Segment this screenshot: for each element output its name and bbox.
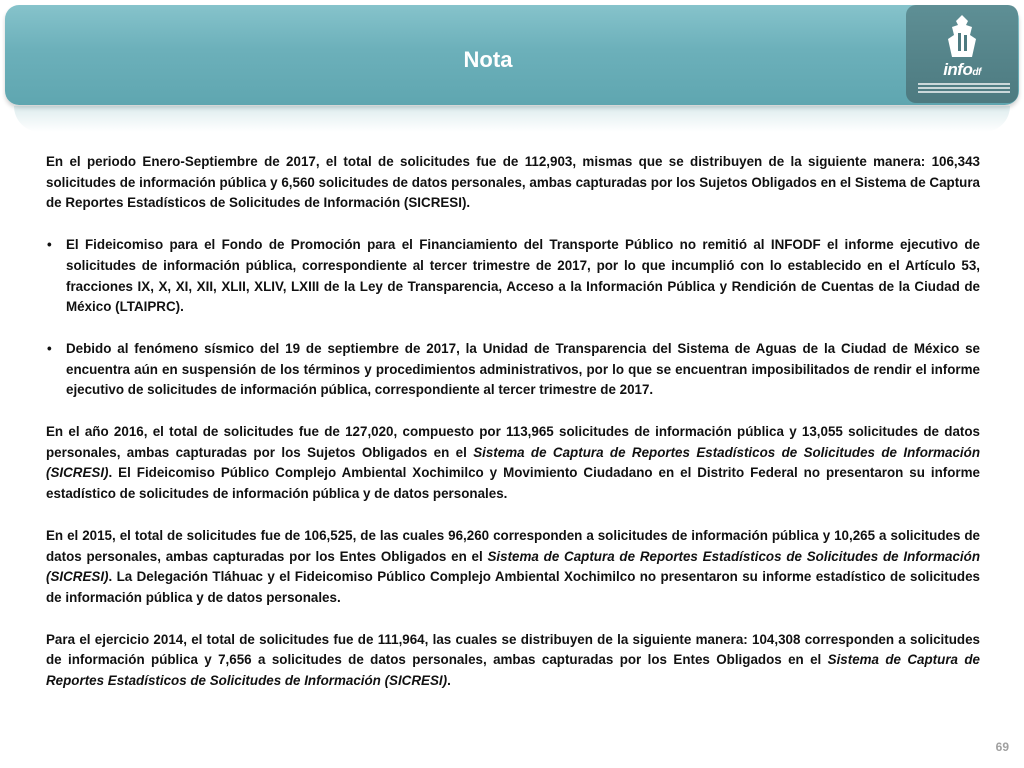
bullet-item: • Debido al fenómeno sísmico del 19 de septiembre de 2017, la Unidad de Transparencia del Sistema de Aguas de la Ciudad de México se encuentra aún en suspensión de los términos y procedimientos administrativos, por lo que se encuentran imposibilitados de rendir el informe ejecutivo de solicitudes de información pública, correspondiente al tercer trimestre de 2017. (46, 339, 980, 401)
bullet-list (46, 235, 980, 401)
note-content (46, 152, 980, 713)
page-title: Nota (463, 47, 513, 72)
intro-paragraph: En el periodo Enero-Septiembre de 2017, el total de solicitudes fue de 112,903, mismas que se distribuyen de la siguiente manera: 106,343 solicitudes de información pública y 6,560 solicitudes de datos personales, ambas capturadas por los Sujetos Obligados en el Sistema de Captura de Reportes Estadísticos de Solicitudes de Información (SICRESI). (46, 154, 980, 211)
logo-caption (918, 83, 1010, 93)
infodf-logo (906, 5, 1018, 103)
logo-wordmark: infodf (943, 60, 981, 79)
paragraph-2016: En el año 2016, el total de solicitudes fue de 127,020, compuesto por 113,965 solicitudes de información pública y 13,055 solicitudes de datos personales, ambas capturadas por los Sujetos Obligados en el Sistema de Captura de Reportes Estadísticos de Solicitudes de Información (SICRESI). El Fideicomiso Público Complejo Ambiental Xochimilco y Movimiento Ciudadano en el Distrito Federal no presentaron su informe estadístico de solicitudes de información pública y de datos personales. (46, 424, 981, 502)
banner-reflection (14, 106, 1010, 132)
header-banner (5, 5, 1019, 105)
paragraph-2015: En el 2015, el total de solicitudes fue de 106,525, de las cuales 96,260 corresponden a solicitudes de información pública y 10,265 a solicitudes de datos personales, ambas capturadas por los Entes Obligados en el Sistema de Captura de Reportes Estadísticos de Solicitudes de Información (SICRESI). La Delegación Tláhuac y el Fideicomiso Público Complejo Ambiental Xochimilco no presentaron su informe estadístico de solicitudes de información pública y de datos personales. (46, 527, 980, 605)
page-number: 69 (995, 740, 1009, 754)
monument-icon (942, 13, 982, 59)
bullet-item: • El Fideicomiso para el Fondo de Promoción para el Financiamiento del Transporte Público no remitió al INFODF el informe ejecutivo de solicitudes de información pública, correspondiente al tercer trimestre de 2017, por lo que incumplió con lo establecido en el Artículo 53, fracciones IX, X, XI, XII, XLII, XLIV, LXIII de la Ley de Transparencia, Acceso a la Información Pública y Rendición de Cuentas de la Ciudad de México (LTAIPRC). (46, 235, 980, 318)
paragraph-2014: Para el ejercicio 2014, el total de solicitudes fue de 111,964, las cuales se distribuyen de la siguiente manera: 104,308 corresponden a solicitudes de información pública y 7,656 a solicitudes de datos personales, ambas capturadas por los Entes Obligados en el Sistema de Captura de Reportes Estadísticos de Solicitudes de Información (SICRESI). (46, 631, 980, 689)
